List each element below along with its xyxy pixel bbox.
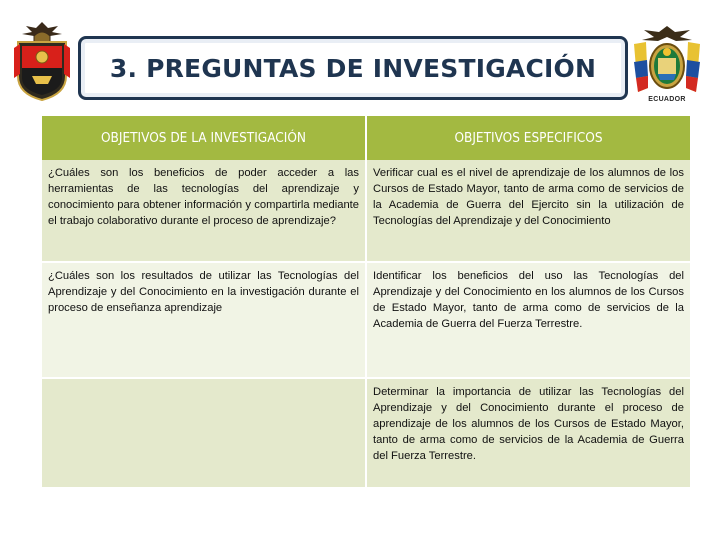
header-research-objectives: OBJETIVOS DE LA INVESTIGACIÓN xyxy=(42,116,366,160)
title-banner xyxy=(78,36,628,100)
objectives-table xyxy=(42,116,690,489)
table-row xyxy=(42,160,690,262)
title-banner-inner xyxy=(89,45,617,91)
table-row xyxy=(42,378,690,488)
specific-objective-cell: Verificar cual es el nivel de aprendizaje de los alumnos de los Cursos de Estado Mayor, tanto de arma como de servicios de la Academia de Guerra del Ejercito sin la utilización de Tecnologías del Aprendizaje y del Conocimiento xyxy=(366,160,690,262)
research-question-cell xyxy=(42,378,366,488)
logo-caption: ECUADOR xyxy=(648,96,686,103)
research-question-cell: ¿Cuáles son los resultados de utilizar las Tecnologías del Aprendizaje y del Conocimiento en la investigación durante el proceso de enseñanza aprendizaje xyxy=(42,262,366,378)
specific-objective-cell: Identificar los beneficios del uso las Tecnologías del Aprendizaje y del Conocimiento en los alumnos de los Cursos de Estado Mayor, tanto de arma como de servicios de la Academia de Guerra del Fuerza Terrestre. xyxy=(366,262,690,378)
table-header-row xyxy=(42,116,690,160)
military-academy-crest-icon xyxy=(12,18,72,102)
ecuador-coat-of-arms-icon xyxy=(628,22,706,106)
slide-title: 3. PREGUNTAS DE INVESTIGACIÓN xyxy=(109,53,597,83)
specific-objective-cell: Determinar la importancia de utilizar las Tecnologías del Aprendizaje y del Conocimiento durante el proceso de aprendizaje de los alumnos de los Cursos de Estado Mayor, tanto de arma como de servicios de la Academia de Guerra del Fuerza Terrestre. xyxy=(366,378,690,488)
table-row xyxy=(42,262,690,378)
ecuador-coat-of-arms-logo xyxy=(628,22,706,106)
research-question-cell: ¿Cuáles son los beneficios de poder acceder a las herramientas de las tecnologías del aprendizaje y conocimiento para obtener información y compartirla mediante el trabajo colaborativo durante el proceso de aprendizaje? xyxy=(42,160,366,262)
academy-crest-logo xyxy=(12,18,72,102)
header-specific-objectives: OBJETIVOS ESPECIFICOS xyxy=(366,116,690,160)
